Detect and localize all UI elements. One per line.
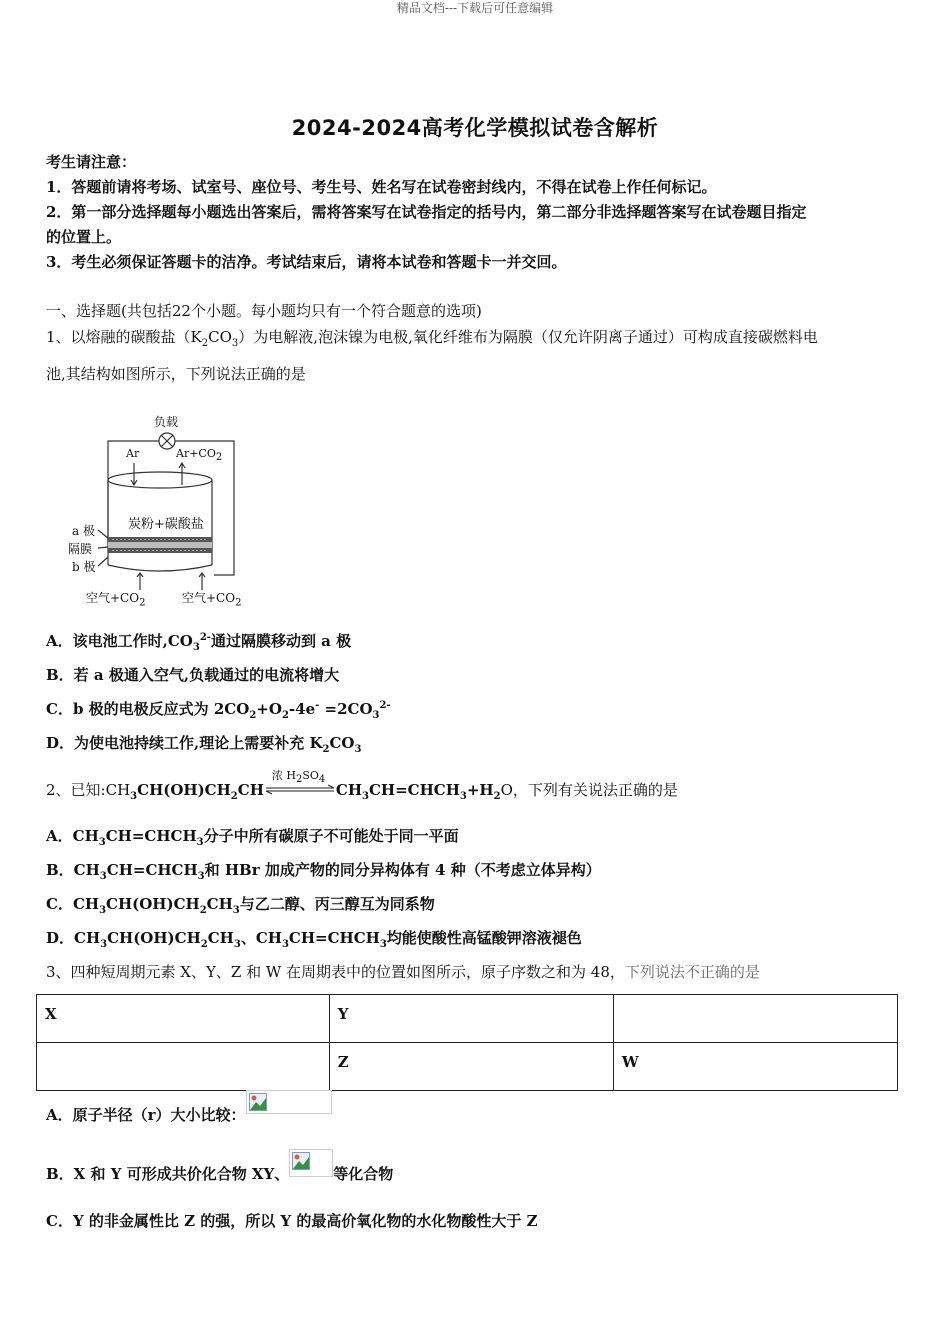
table-cell: Z: [329, 1043, 613, 1091]
table-cell: X: [37, 995, 330, 1043]
q1-option-b: B．若 a 极通入空气,负载通过的电流将增大: [46, 666, 340, 684]
ar-co2-label: $Ar+CO_2$: [176, 447, 223, 464]
q3-option-c: C．Y 的非金属性比 Z 的强，所以 Y 的最高价氧化物的水化物酸性大于 Z: [46, 1212, 538, 1230]
fuel-cell-diagram: [62, 405, 262, 615]
q1-stem-line2: 池,其结构如图所示，下列说法正确的是: [46, 365, 306, 383]
table-cell: [37, 1043, 330, 1091]
q1-stem: 1、以熔融的碳酸盐$(K_2CO_3)$为电解液,泡沫镍为电极,氧化纤维布为隔膜（仅允许阴离子通过）可构成直接碳燃料电: [46, 328, 818, 349]
q2-option-d: D．$CH_3CH(OH)CH_2CH_3$、$CH_3CH=CHCH_3$均能使酸性高锰酸钾溶液褪色: [46, 929, 582, 950]
cell-content-label: 炭粉+碳酸盐: [128, 517, 204, 532]
q2-option-c: C．$CH_3CH(OH)CH_2CH_3$与乙二醇、丙三醇互为同系物: [46, 895, 435, 916]
q2-option-b: B．$CH_3CH=CHCH_3$和 HBr 加成产物的同分异构体有 4 种（不考虑立体异构）: [46, 861, 601, 882]
table-cell: Y: [329, 995, 613, 1043]
q1-option-d: D．为使电池持续工作,理论上需要补充 $K_2CO_3$: [46, 734, 362, 755]
broken-image-icon: [289, 1149, 333, 1177]
notice-item: 2．第一部分选择题每小题选出答案后，需将答案写在试卷指定的括号内，第二部分非选择题答案写在试卷题目指定: [46, 203, 807, 221]
load-label: 负载: [154, 415, 179, 429]
ar-label: Ar: [126, 447, 140, 460]
page-title: 2024-2024高考化学模拟试卷含解析: [291, 116, 659, 140]
q2-option-a: A．$CH_3CH=CHCH_3$分子中所有碳原子不可能处于同一平面: [46, 827, 459, 848]
broken-image-icon: [246, 1090, 332, 1114]
table-cell: W: [613, 1043, 897, 1091]
a-pole-label: a 极: [72, 524, 95, 538]
notice-item: 1．答题前请将考场、试室号、座位号、考生号、姓名写在试卷密封线内，不得在试卷上作任何标记。: [46, 178, 717, 196]
q3-stem: 3、四种短周期元素 X、Y、Z 和 W 在周期表中的位置如图所示，原子序数之和为 48，下列说法不正确的是: [46, 963, 760, 981]
periodic-table-fragment: [36, 994, 898, 1091]
notice-heading: 考生请注意：: [46, 153, 137, 171]
reaction-arrow: 浓 $H_2SO_4$: [264, 780, 336, 800]
section-heading: 一、选择题(共包括22个小题。每小题均只有一个符合题意的选项): [46, 302, 482, 320]
air-left-label: 空气$+CO_2$: [86, 591, 146, 609]
q1-option-a: A．该电池工作时$,CO_3^{2-}$通过隔膜移动到 a 极: [46, 632, 352, 653]
q3-option-b: B．X 和 Y 可形成共价化合物 XY、 等化合物: [46, 1164, 393, 1184]
q2-stem: 2、已知$:CH_3CH(OH)CH_2CH$ 浓 $H_2SO_4$ $CH_3CH=CHCH_3+H_2O$，下列有关说法正确的是: [46, 769, 678, 802]
q3-option-a: A．原子半径（r）大小比较：: [46, 1105, 332, 1125]
membrane-label: 隔膜: [68, 542, 93, 556]
q1-option-c: C．b 极的电极反应式为 $2CO_2+O_2-4e^- =2CO_3^{2-}$: [46, 700, 391, 721]
air-right-label: 空气$+CO_2$: [182, 591, 242, 609]
table-cell: [613, 995, 897, 1043]
notice-item: 的位置上。: [46, 228, 122, 246]
notice-item: 3．考生必须保证答题卡的洁净。考试结束后，请将本试卷和答题卡一并交回。: [46, 253, 567, 271]
b-pole-label: b 极: [72, 560, 96, 574]
header-note: 精品文档---下载后可任意编辑: [396, 1, 554, 15]
